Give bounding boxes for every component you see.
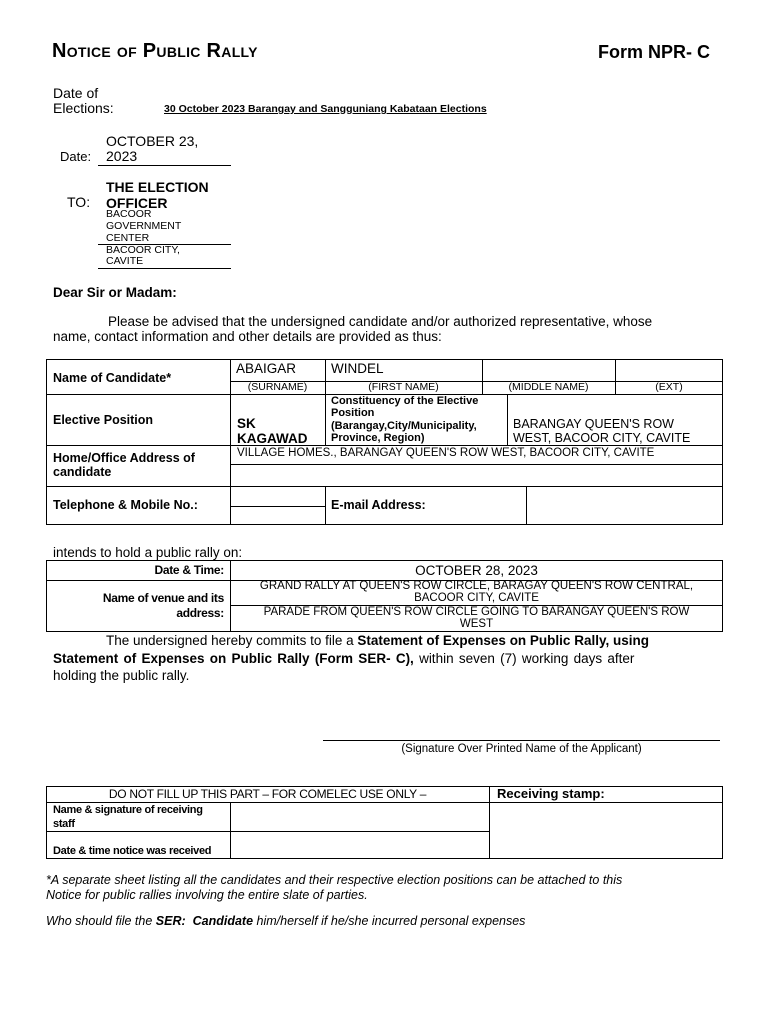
commit-line1-bold: Statement of Expenses on Public Rally, using (357, 633, 649, 648)
venue2-line2: WEST (459, 618, 494, 630)
rally-datetime-value: OCTOBER 28, 2023 (415, 563, 538, 578)
venue2-line1: PARADE FROM QUEEN'S ROW CIRCLE GOING TO BARANGAY QUEEN'S ROW (263, 606, 690, 618)
who-files-post: him/herself if he/she incurred personal expenses (253, 914, 526, 928)
date-value-line2: 2023 (106, 148, 138, 164)
surname-caption: (SURNAME) (247, 381, 308, 393)
to-label: TO: (67, 194, 91, 210)
venue-label-line1: Name of venue and its (102, 591, 224, 605)
to-city-line1: BACOOR CITY, (106, 244, 180, 256)
commit-line2 (53, 651, 634, 666)
constituency-value-line1: BARANGAY QUEEN'S ROW (513, 417, 674, 431)
who-files-ser: SER: (155, 914, 186, 928)
received-date-label: Date & time notice was received (53, 845, 212, 857)
to-office-line1: BACOOR (106, 208, 152, 220)
commit-line1 (106, 633, 649, 648)
elections-label-line1: Date of (53, 85, 99, 101)
commit-line2-text: within seven (7) working days after (413, 651, 635, 666)
position-label: Elective Position (53, 413, 154, 427)
constituency-label-line2: Position (331, 407, 375, 419)
email-label: E-mail Address: (331, 498, 426, 512)
address-value: VILLAGE HOMES., BARANGAY QUEEN'S ROW WEST, BACOOR CITY, CAVITE (237, 447, 655, 459)
to-office-line3: CENTER (106, 232, 150, 244)
date-value-line1: OCTOBER 23, (106, 133, 199, 149)
comelec-header: DO NOT FILL UP THIS PART – FOR COMELEC USE ONLY – (108, 787, 427, 801)
rally-datetime-label: Date & Time: (154, 563, 224, 577)
to-officer-line1: THE ELECTION (106, 179, 209, 195)
receiving-stamp-label: Receiving stamp: (497, 786, 605, 801)
receiving-staff-label-line1: Name & signature of receiving (53, 804, 203, 816)
middle-name-caption: (MIDDLE NAME) (508, 381, 589, 393)
candidate-name-label: Name of Candidate* (53, 371, 172, 385)
elections-label-line2: Elections: (53, 100, 114, 116)
constituency-label-line3: (Barangay,City/Municipality, (331, 420, 477, 432)
intro-line1: Please be advised that the undersigned candidate and/or authorized representative, whose (108, 314, 653, 329)
salutation: Dear Sir or Madam: (53, 285, 177, 300)
venue1-line2: BACOOR CITY, CAVITE (414, 592, 539, 604)
page-title: Notice of Public Rally (52, 40, 258, 62)
ext-caption: (EXT) (655, 381, 683, 393)
date-underline (98, 165, 231, 166)
to-city-underline (98, 268, 231, 269)
form-code: Form NPR- C (598, 42, 710, 62)
to-office-line2: GOVERNMENT (106, 220, 182, 232)
address-label-line1: Home/Office Address of (53, 451, 195, 465)
who-files-candidate: Candidate (192, 914, 254, 928)
who-files-gap (186, 914, 193, 928)
signature-caption: (Signature Over Printed Name of the Applicant) (401, 743, 642, 755)
to-officer-line2: OFFICER (106, 195, 168, 211)
date-label: Date: (60, 149, 92, 164)
receiving-staff-label-line2: staff (53, 818, 75, 830)
candidate-first-name: WINDEL (331, 361, 384, 376)
commit-line1-text: The undersigned hereby commits to file a (106, 633, 358, 648)
commit-line3: holding the public rally. (53, 668, 190, 683)
position-value-line2: KAGAWAD (237, 431, 308, 446)
phone-label: Telephone & Mobile No.: (53, 498, 198, 512)
who-files-pre: Who should file the (46, 914, 156, 928)
commit-line2-bold: Statement of Expenses on Public Rally (Form SER- C), (53, 651, 414, 666)
elections-value: 30 October 2023 Barangay and Sangguniang Kabataan Elections (164, 103, 487, 115)
position-value-line1: SK (237, 416, 256, 431)
candidate-surname: ABAIGAR (236, 361, 297, 376)
address-label-line2: candidate (53, 465, 112, 479)
footnote-line2: Notice for public rallies involving the entire slate of parties. (46, 888, 368, 902)
to-city-line2: CAVITE (106, 255, 144, 267)
who-files-note (46, 914, 525, 928)
venue-label-line2: address: (176, 606, 224, 620)
intends-text: intends to hold a public rally on: (53, 545, 243, 560)
venue1-line1: GRAND RALLY AT QUEEN'S ROW CIRCLE, BARAGAY QUEEN'S ROW CENTRAL, (259, 580, 694, 592)
signature-line (323, 740, 720, 741)
constituency-label-line1: Constituency of the Elective (331, 395, 479, 407)
first-name-caption: (FIRST NAME) (368, 381, 439, 393)
footnote-line1: *A separate sheet listing all the candidates and their respective election positions can be attached to this (46, 873, 623, 887)
constituency-value-line2: WEST, BACOOR CITY, CAVITE (513, 431, 691, 445)
constituency-label-line4: Province, Region) (331, 432, 425, 444)
intro-line2: name, contact information and other details are provided as thus: (53, 329, 442, 344)
